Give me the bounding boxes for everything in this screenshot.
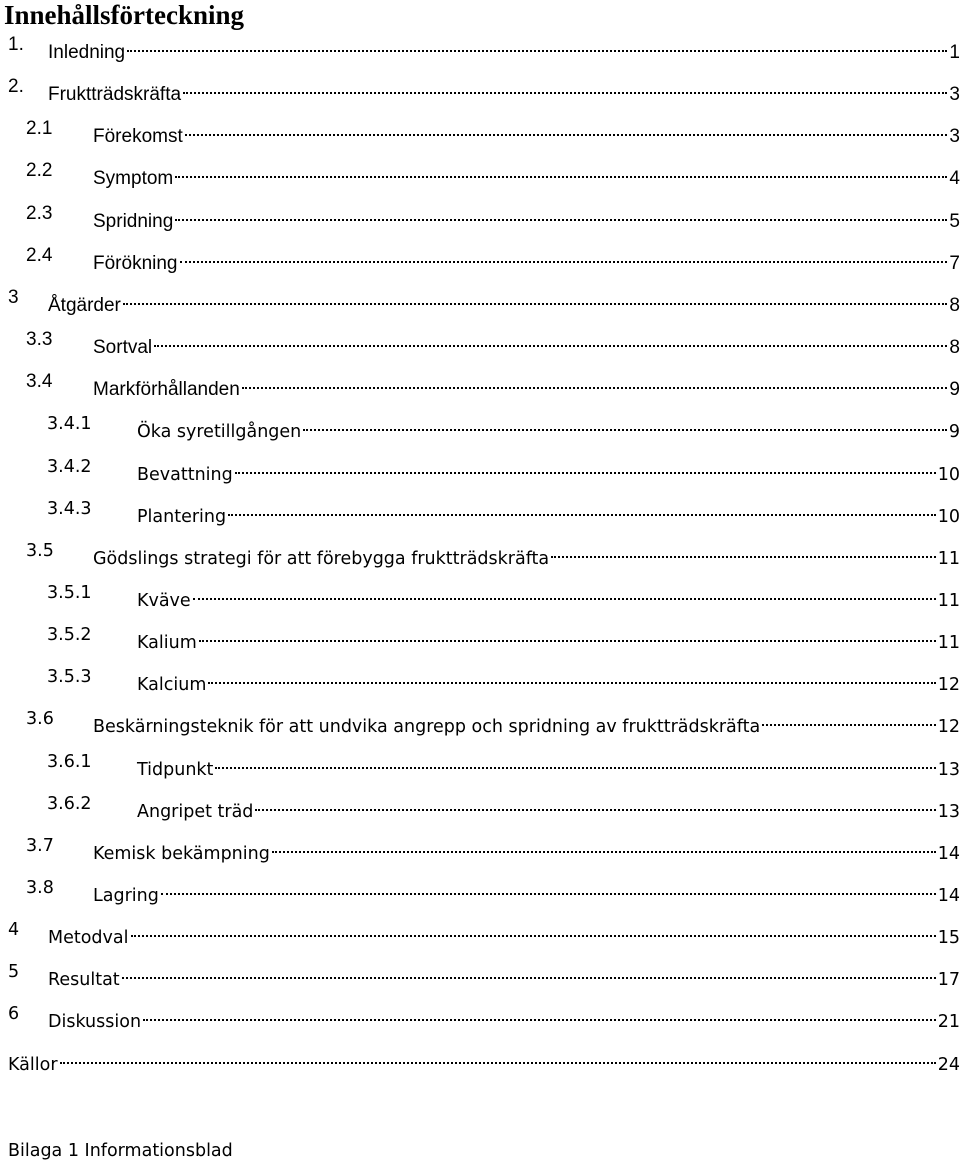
dot-leader bbox=[175, 158, 947, 184]
toc-entry-page: 17 bbox=[937, 970, 960, 991]
dot-leader bbox=[228, 496, 936, 522]
dot-leader bbox=[161, 875, 936, 901]
dot-leader bbox=[127, 32, 947, 58]
toc-entry-link[interactable] bbox=[48, 285, 960, 319]
dot-leader bbox=[235, 454, 936, 480]
toc-entry-link[interactable] bbox=[48, 1001, 960, 1035]
toc-entry-title: Metodval bbox=[48, 928, 129, 949]
toc-entry-number: 2. bbox=[8, 76, 24, 98]
toc-entry-number: 2.4 bbox=[26, 244, 53, 266]
toc-entry-number: 3.8 bbox=[26, 878, 54, 898]
dot-leader bbox=[60, 1044, 936, 1070]
toc-entry-number: 3.7 bbox=[26, 835, 54, 856]
toc-entry[interactable] bbox=[0, 791, 960, 822]
toc-entry-title: Kemisk bekämpning bbox=[93, 843, 270, 864]
toc-entry-number: 3 bbox=[8, 286, 19, 308]
toc-entry[interactable] bbox=[0, 116, 960, 148]
toc-entry-link[interactable] bbox=[137, 454, 960, 488]
toc-entry-page: 12 bbox=[937, 675, 960, 696]
toc-entry-title: Lagring bbox=[93, 886, 159, 906]
toc-entry[interactable] bbox=[0, 917, 960, 949]
toc-entry-number: 3.4.3 bbox=[47, 498, 92, 519]
toc-entry[interactable] bbox=[0, 411, 960, 443]
toc-entry-title: Spridning bbox=[93, 210, 174, 232]
toc-entry-link[interactable] bbox=[137, 411, 960, 445]
toc-entry-link[interactable] bbox=[48, 32, 960, 66]
toc-entry-link[interactable] bbox=[48, 959, 960, 993]
dot-leader bbox=[762, 706, 935, 732]
toc-entry-page: 9 bbox=[949, 379, 960, 401]
toc-entry-title: Tidpunkt bbox=[137, 759, 214, 780]
dot-leader bbox=[215, 749, 935, 775]
toc-entry[interactable] bbox=[0, 243, 960, 274]
toc-entry-page: 8 bbox=[949, 337, 960, 359]
toc-entry-page: 1 bbox=[949, 42, 960, 63]
toc-entry[interactable] bbox=[0, 875, 960, 906]
toc-entry-number: 3.4 bbox=[26, 371, 53, 393]
toc-entry-link[interactable] bbox=[137, 580, 960, 614]
toc-entry-link[interactable] bbox=[137, 496, 960, 530]
toc-entry-title: Sortval bbox=[93, 337, 153, 359]
toc-entry[interactable] bbox=[0, 496, 960, 527]
toc-entry-page: 3 bbox=[949, 84, 960, 106]
toc-entry[interactable] bbox=[0, 749, 960, 780]
toc-entry-number: 3.5.2 bbox=[47, 625, 92, 646]
dot-leader bbox=[208, 664, 935, 690]
toc-entry-number: 3.6.1 bbox=[47, 751, 92, 772]
toc-entry-page: 14 bbox=[937, 843, 960, 864]
toc-entry-number: 2.3 bbox=[26, 202, 53, 224]
toc-entry-title: Inledning bbox=[48, 42, 126, 63]
toc-entry-page: 7 bbox=[949, 252, 960, 274]
toc-entry-link[interactable] bbox=[8, 1044, 960, 1078]
toc-entry-page: 9 bbox=[948, 422, 960, 443]
toc-entry-link[interactable] bbox=[93, 538, 960, 572]
toc-entry-title: Kalium bbox=[137, 633, 197, 654]
toc-entry-title: Källor bbox=[8, 1054, 58, 1075]
dot-leader bbox=[143, 1001, 936, 1027]
toc-entry-link[interactable] bbox=[93, 243, 960, 277]
toc-entry[interactable] bbox=[0, 959, 960, 991]
toc-entry-link[interactable] bbox=[93, 706, 960, 740]
dot-leader bbox=[185, 116, 948, 142]
dot-leader bbox=[193, 580, 936, 606]
toc-entry-title: Kalcium bbox=[137, 675, 207, 696]
toc-entry[interactable] bbox=[0, 622, 960, 654]
toc-entry-link[interactable] bbox=[137, 664, 960, 698]
dot-leader bbox=[303, 411, 947, 437]
toc-entry[interactable] bbox=[0, 706, 960, 738]
toc-entry[interactable] bbox=[0, 1044, 960, 1075]
toc-entry-title: Fruktträdskräfta bbox=[48, 84, 182, 106]
dot-leader bbox=[272, 833, 936, 859]
toc-entry[interactable] bbox=[0, 158, 960, 190]
toc-entry-title: Angripet träd bbox=[137, 801, 254, 822]
toc-entry-link[interactable] bbox=[93, 875, 960, 909]
toc-entry-page: 3 bbox=[949, 126, 960, 148]
toc-entry-page: 14 bbox=[937, 886, 960, 906]
toc-entry-title: Bevattning bbox=[137, 464, 233, 485]
toc-entry[interactable] bbox=[0, 201, 960, 232]
toc-entry-title: Kväve bbox=[137, 590, 191, 611]
toc-entry-title: Gödslings strategi för att förebygga fruktträdskräfta bbox=[93, 548, 550, 569]
toc-entry-title: Öka syretillgången bbox=[137, 422, 302, 443]
toc-entry-page: 11 bbox=[937, 590, 960, 611]
toc-entry-number: 2.1 bbox=[26, 118, 53, 140]
toc-entry-page: 15 bbox=[937, 928, 960, 949]
toc-entry-page: 10 bbox=[937, 464, 960, 485]
toc-entry-link[interactable] bbox=[93, 158, 960, 192]
dot-leader bbox=[180, 243, 948, 269]
toc-entry-title: Resultat bbox=[48, 970, 120, 991]
toc-entry-number: 3.3 bbox=[26, 329, 53, 351]
toc-entry[interactable] bbox=[0, 32, 960, 63]
page-title: Innehållsförteckning bbox=[4, 0, 245, 30]
toc-entry-page: 10 bbox=[937, 506, 960, 527]
toc-entry-link[interactable] bbox=[93, 201, 960, 235]
toc-entry-link[interactable] bbox=[48, 917, 960, 951]
toc-entry-link[interactable] bbox=[137, 791, 960, 825]
toc-entry-page: 24 bbox=[937, 1054, 960, 1075]
toc-entry-number: 1. bbox=[8, 34, 24, 55]
toc-entry[interactable] bbox=[0, 327, 960, 359]
dot-leader bbox=[183, 74, 947, 100]
toc-entry-page: 11 bbox=[937, 633, 960, 654]
toc-entry-number: 3.4.2 bbox=[47, 456, 92, 477]
toc-entry-page: 12 bbox=[937, 717, 960, 738]
toc-entry-link[interactable] bbox=[93, 833, 960, 867]
toc-entry-number: 3.5.3 bbox=[47, 667, 92, 688]
dot-leader bbox=[551, 538, 936, 564]
toc-entry-link[interactable] bbox=[93, 369, 960, 403]
appendix-label: Bilaga 1 Informationsblad bbox=[8, 1141, 233, 1161]
toc-entry-link[interactable] bbox=[93, 116, 960, 150]
toc-entry-number: 6 bbox=[8, 1004, 20, 1025]
toc-entry-link[interactable] bbox=[48, 74, 960, 108]
toc-entry-page: 13 bbox=[937, 759, 960, 780]
toc-entry[interactable] bbox=[0, 1001, 960, 1033]
toc-entry-number: 3.4.1 bbox=[47, 414, 92, 435]
toc-entry[interactable] bbox=[0, 74, 960, 106]
toc-entry-page: 4 bbox=[949, 168, 960, 190]
toc-entry-page: 5 bbox=[949, 210, 960, 232]
toc-entry-number: 4 bbox=[8, 920, 20, 941]
toc-entry-title: Förekomst bbox=[93, 126, 183, 148]
toc-entry-page: 8 bbox=[949, 294, 960, 316]
dot-leader bbox=[175, 201, 947, 227]
toc-entry-number: 3.6.2 bbox=[47, 793, 92, 814]
toc-entry-number: 3.5 bbox=[26, 540, 54, 561]
toc-entry[interactable] bbox=[0, 580, 960, 611]
dot-leader bbox=[154, 327, 947, 353]
toc-entry-title: Beskärningsteknik för att undvika angrepp och spridning av fruktträdskräfta bbox=[93, 717, 761, 738]
toc-entry[interactable] bbox=[0, 833, 960, 864]
toc-entry-number: 5 bbox=[8, 962, 20, 983]
toc-entry-number: 2.2 bbox=[26, 160, 53, 182]
toc-entry-number: 3.6 bbox=[26, 709, 54, 730]
dot-leader bbox=[131, 917, 936, 943]
toc-entry[interactable] bbox=[0, 369, 960, 401]
toc-entry-page: 11 bbox=[937, 548, 960, 569]
dot-leader bbox=[123, 285, 948, 311]
toc-entry[interactable] bbox=[0, 664, 960, 696]
dot-leader bbox=[122, 959, 936, 985]
toc-entry-link[interactable] bbox=[137, 749, 960, 783]
dot-leader bbox=[255, 791, 935, 817]
toc-entry-page: 13 bbox=[937, 801, 960, 822]
toc-entry-page: 21 bbox=[937, 1012, 960, 1033]
toc-entry-title: Markförhållanden bbox=[93, 379, 240, 401]
toc-entry[interactable] bbox=[0, 454, 960, 485]
toc-entry-title: Plantering bbox=[137, 506, 227, 527]
toc-entry-title: Förökning bbox=[93, 252, 178, 274]
toc-entry-link[interactable] bbox=[93, 327, 960, 361]
dot-leader bbox=[199, 622, 936, 648]
toc-entry[interactable] bbox=[0, 285, 960, 316]
toc-entry[interactable] bbox=[0, 538, 960, 569]
toc-entry-link[interactable] bbox=[137, 622, 960, 656]
toc-entry-number: 3.5.1 bbox=[47, 582, 92, 603]
toc-entry-title: Diskussion bbox=[48, 1012, 142, 1033]
toc-entry-title: Åtgärder bbox=[48, 294, 121, 316]
toc-entry-title: Symptom bbox=[93, 168, 174, 190]
dot-leader bbox=[242, 369, 948, 395]
